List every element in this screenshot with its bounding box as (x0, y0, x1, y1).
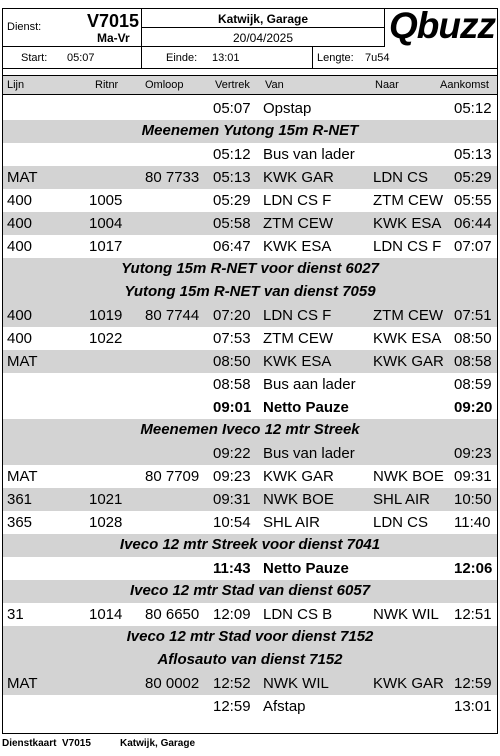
cell-ritnr: 1021 (89, 491, 123, 508)
dienst-box (3, 9, 142, 47)
cell-vertrek: 05:13 (213, 169, 251, 186)
cell-van: Bus van lader (263, 146, 355, 163)
cell-vertrek: 09:01 (213, 399, 252, 416)
cell-ritnr: 1005 (89, 192, 123, 209)
cell-aankomst: 12:06 (454, 560, 493, 577)
col-ritnr: Ritnr (95, 79, 119, 91)
trip-row (3, 488, 497, 511)
banner-text: Aflosauto van dienst 7152 (157, 651, 343, 668)
cell-vertrek: 10:54 (213, 514, 251, 531)
end-value: 13:01 (212, 52, 240, 64)
cell-aankomst: 05:55 (454, 192, 492, 209)
location-text: Katwijk, Garage (217, 12, 309, 26)
cell-ritnr: 1019 (89, 307, 123, 324)
table-header (3, 75, 497, 95)
end-label: Einde: (166, 52, 198, 64)
cell-lijn: 365 (7, 514, 33, 531)
cell-lijn: 400 (7, 215, 33, 232)
col-omloop: Omloop (145, 79, 184, 91)
cell-aankomst: 08:58 (454, 353, 492, 370)
cell-ritnr: 1028 (89, 514, 123, 531)
section-banner (3, 120, 497, 143)
cell-lijn: 400 (7, 192, 33, 209)
cell-ritnr: 1014 (89, 606, 123, 623)
cell-vertrek: 05:07 (213, 100, 251, 117)
cell-omloop: 80 7709 (145, 468, 200, 485)
trip-row (3, 212, 497, 235)
cell-naar: KWK ESA (373, 330, 442, 347)
cell-aankomst: 07:51 (454, 307, 492, 324)
cell-naar: LDN CS (373, 169, 429, 186)
section-banner (3, 281, 497, 304)
cell-van: KWK GAR (263, 169, 334, 186)
cell-vertrek: 05:29 (213, 192, 251, 209)
duty-card (2, 5, 498, 734)
cell-van: LDN CS F (263, 307, 332, 324)
cell-omloop: 80 7733 (145, 169, 200, 186)
dienst-label: Dienst: (7, 21, 42, 33)
cell-van: Bus van lader (263, 445, 355, 462)
header-divider (142, 27, 384, 28)
trip-row (3, 442, 497, 465)
start-value: 05:07 (67, 52, 95, 64)
cell-van: Netto Pauze (263, 399, 349, 416)
cell-vertrek: 08:50 (213, 353, 251, 370)
cell-aankomst: 09:20 (454, 399, 493, 416)
cell-omloop: 80 7744 (145, 307, 200, 324)
banner-text: Iveco 12 mtr Stad van dienst 6057 (129, 582, 371, 599)
cell-vertrek: 07:53 (213, 330, 251, 347)
cell-vertrek: 09:31 (213, 491, 251, 508)
cell-aankomst: 13:01 (454, 698, 492, 715)
col-vertrek: Vertrek (215, 79, 250, 91)
cell-aankomst: 07:07 (454, 238, 492, 255)
cell-aankomst: 10:50 (454, 491, 492, 508)
cell-van: SHL AIR (263, 514, 320, 531)
cell-aankomst: 12:59 (454, 675, 492, 692)
trip-row (3, 97, 497, 120)
cell-vertrek: 06:47 (213, 238, 251, 255)
cell-aankomst: 06:44 (454, 215, 492, 232)
cell-naar: NWK WIL (373, 606, 439, 623)
trip-row (3, 350, 497, 373)
cell-aankomst: 05:13 (454, 146, 492, 163)
cell-lijn: 400 (7, 307, 33, 324)
cell-van: ZTM CEW (263, 330, 333, 347)
banner-text: Iveco 12 mtr Stad voor dienst 7152 (126, 628, 374, 645)
start-box (3, 47, 142, 69)
cell-aankomst: 12:51 (454, 606, 492, 623)
cell-aankomst: 09:23 (454, 445, 492, 462)
cell-ritnr: 1022 (89, 330, 123, 347)
trip-row (3, 166, 497, 189)
cell-vertrek: 11:43 (213, 560, 251, 577)
cell-naar: LDN CS (373, 514, 429, 531)
cell-vertrek: 12:09 (213, 606, 251, 623)
cell-van: Netto Pauze (263, 560, 349, 577)
cell-lijn: 31 (7, 606, 24, 623)
col-lijn: Lijn (7, 79, 25, 91)
cell-van: LDN CS F (263, 192, 332, 209)
cell-lijn: 400 (7, 330, 33, 347)
cell-naar: NWK BOE (373, 468, 444, 485)
cell-van: LDN CS B (263, 606, 333, 623)
cell-van: NWK WIL (263, 675, 329, 692)
cell-naar: ZTM CEW (373, 192, 443, 209)
trip-row (3, 465, 497, 488)
start-label: Start: (21, 52, 48, 64)
banner-text: Yutong 15m R-NET van dienst 7059 (124, 283, 376, 300)
cell-naar: KWK GAR (373, 675, 444, 692)
length-box (313, 47, 497, 69)
dienst-number: V7015 (87, 11, 140, 31)
col-van: Van (265, 79, 284, 91)
cell-van: KWK GAR (263, 468, 334, 485)
cell-aankomst: 08:59 (454, 376, 492, 393)
cell-vertrek: 09:22 (213, 445, 251, 462)
footer-dienst: V7015 (62, 738, 91, 749)
trip-row (3, 373, 497, 396)
cell-lijn: MAT (7, 169, 38, 186)
cell-vertrek: 05:58 (213, 215, 251, 232)
cell-naar: LDN CS F (373, 238, 442, 255)
cell-omloop: 80 6650 (145, 606, 200, 623)
length-label: Lengte: (317, 52, 354, 64)
cell-van: Opstap (263, 100, 312, 117)
col-aankomst: Aankomst (440, 79, 489, 91)
cell-lijn: MAT (7, 675, 38, 692)
qbuzz-logo (385, 5, 497, 47)
cell-aankomst: 08:50 (454, 330, 492, 347)
cell-van: Bus aan lader (263, 376, 356, 393)
cell-lijn: 361 (7, 491, 33, 508)
trip-row (3, 235, 497, 258)
cell-lijn: MAT (7, 353, 38, 370)
trip-row (3, 143, 497, 166)
cell-van: NWK BOE (263, 491, 334, 508)
banner-text: Meenemen Iveco 12 mtr Streek (140, 421, 360, 438)
pause-row (3, 396, 497, 419)
pause-row (3, 557, 497, 580)
trip-row (3, 672, 497, 695)
col-naar: Naar (375, 79, 399, 91)
cell-naar: KWK GAR (373, 353, 444, 370)
location-date-box (142, 9, 385, 47)
duty-header (3, 5, 497, 69)
trip-row (3, 603, 497, 626)
end-box (142, 47, 313, 69)
cell-ritnr: 1004 (89, 215, 123, 232)
cell-aankomst: 05:12 (454, 100, 492, 117)
cell-lijn: 400 (7, 238, 33, 255)
cell-van: KWK ESA (263, 353, 332, 370)
section-banner (3, 580, 497, 603)
trip-row (3, 189, 497, 212)
cell-van: Afstap (263, 698, 306, 715)
cell-naar: ZTM CEW (373, 307, 443, 324)
cell-omloop: 80 0002 (145, 675, 200, 692)
cell-vertrek: 07:20 (213, 307, 251, 324)
banner-text: Iveco 12 mtr Streek voor dienst 7041 (119, 536, 381, 553)
cell-aankomst: 11:40 (454, 514, 491, 531)
cell-van: KWK ESA (263, 238, 332, 255)
cell-ritnr: 1017 (89, 238, 123, 255)
cell-vertrek: 12:52 (213, 675, 251, 692)
section-banner (3, 534, 497, 557)
cell-naar: KWK ESA (373, 215, 442, 232)
banner-text: Meenemen Yutong 15m R-NET (141, 122, 359, 139)
section-banner (3, 419, 497, 442)
cell-vertrek: 09:23 (213, 468, 251, 485)
cell-aankomst: 09:31 (454, 468, 492, 485)
cell-van: ZTM CEW (263, 215, 333, 232)
trip-row (3, 695, 497, 718)
logo-text: Qbuzz (389, 5, 495, 46)
cell-vertrek: 05:12 (213, 146, 251, 163)
section-banner (3, 626, 497, 649)
trip-row (3, 327, 497, 350)
footer-location: Katwijk, Garage (120, 738, 196, 749)
length-value: 7u54 (365, 52, 390, 64)
trip-row (3, 304, 497, 327)
trip-row (3, 511, 497, 534)
cell-vertrek: 08:58 (213, 376, 251, 393)
section-banner (3, 649, 497, 672)
cell-lijn: MAT (7, 468, 38, 485)
date-text: 20/04/2025 (232, 31, 294, 45)
cell-aankomst: 05:29 (454, 169, 492, 186)
footer-title: Dienstkaart (2, 738, 57, 749)
banner-text: Yutong 15m R-NET voor dienst 6027 (121, 260, 379, 277)
section-banner (3, 258, 497, 281)
cell-naar: SHL AIR (373, 491, 430, 508)
cell-vertrek: 12:59 (213, 698, 251, 715)
dienst-days: Ma-Vr (97, 31, 130, 45)
